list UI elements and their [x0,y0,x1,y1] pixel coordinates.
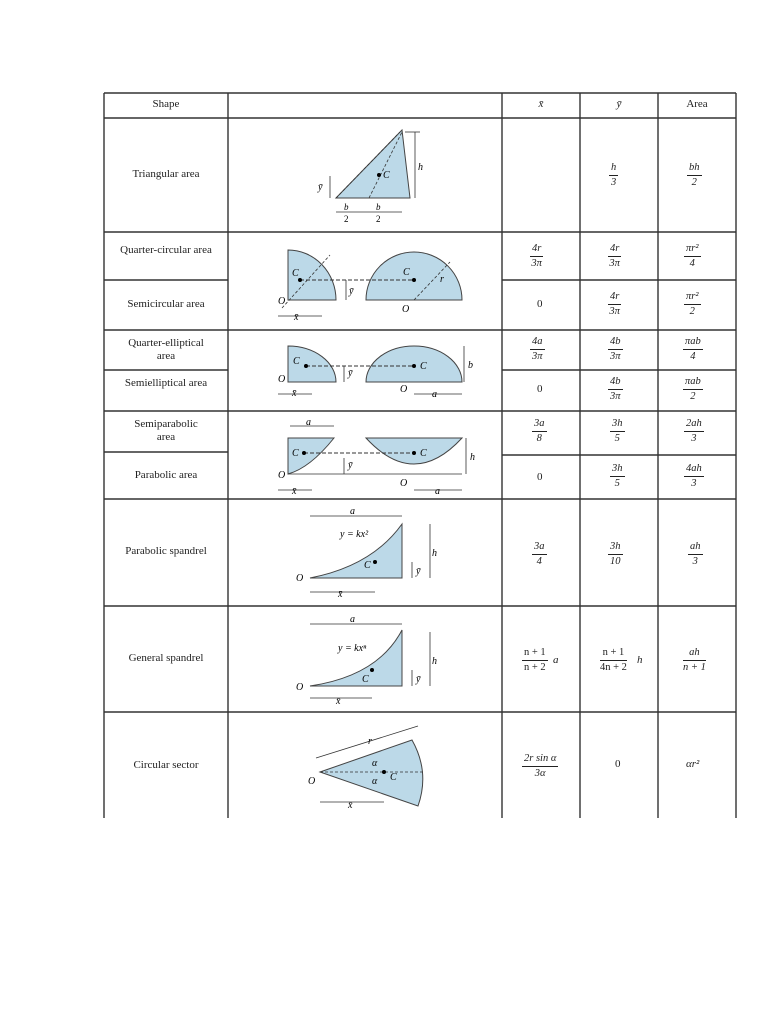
xbar-formula: 3a 8 [534,418,545,444]
xbar-suffix: a [553,654,559,666]
svg-text:C: C [403,267,410,278]
svg-text:x̄: x̄ [338,589,343,600]
xbar-value: 0 [537,383,543,395]
header-area: Area [686,98,708,110]
area-formula: ah n + 1 [683,647,706,673]
ybar-formula: n + 1 4n + 2 [600,647,627,673]
svg-text:b: b [376,202,381,212]
xbar-formula: n + 1 n + 2 [524,647,546,673]
ybar-formula: 4b 3π [609,336,621,362]
ybar-formula: 4r 3π [609,291,620,317]
parabolic-figures [278,417,475,497]
general-spandrel-figure [296,614,437,707]
shape-name: Semielliptical area [124,377,208,389]
svg-text:O: O [400,478,408,489]
ybar-value: 0 [615,758,621,770]
shape-name: Quarter-elliptical area [128,337,204,362]
xbar-formula: 4a 3π [531,336,543,362]
svg-text:C: C [390,772,397,783]
circular-sector-figure [308,726,424,811]
area-formula: ah 3 [690,541,701,567]
shape-name: Triangular area [132,168,200,180]
svg-text:y = kxⁿ: y = kxⁿ [338,643,367,654]
svg-text:a: a [306,417,311,428]
svg-text:a: a [432,389,437,400]
svg-text:O: O [308,776,316,787]
svg-text:C: C [293,356,300,367]
svg-text:C: C [420,448,427,459]
svg-text:x̄: x̄ [294,312,299,323]
svg-text:a: a [435,486,440,497]
svg-text:r: r [368,736,372,747]
ybar-formula: 4r 3π [609,243,620,269]
shape-name: Quarter-circular area [120,244,212,256]
svg-text:a: a [350,614,355,625]
centroid-label: C [383,170,390,181]
svg-text:α: α [372,776,378,787]
parabolic-spandrel-figure [296,506,437,600]
svg-text:ȳ: ȳ [318,182,323,193]
svg-text:ȳ: ȳ [416,674,421,685]
ybar-formula: 4b 3π [609,376,621,402]
svg-text:α: α [372,758,378,769]
svg-text:C: C [362,674,369,685]
svg-text:C: C [364,560,371,571]
circular-figures [278,250,462,323]
area-formula: πr² 2 [686,291,699,317]
svg-text:2: 2 [376,214,381,224]
ybar-suffix: h [637,654,643,666]
svg-text:x̄: x̄ [292,388,297,399]
ybar-formula: 3h 5 [612,418,623,444]
header-xbar: x̄ [538,98,544,110]
shape-name: Parabolic area [134,469,198,481]
svg-text:O: O [278,374,286,385]
svg-text:O: O [296,573,304,584]
header-ybar: ȳ [616,98,622,110]
area-formula: πab 2 [685,376,701,402]
svg-text:x̄: x̄ [348,800,353,811]
svg-text:O: O [296,682,304,693]
shape-name: Semicircular area [127,298,205,310]
ybar-formula: h 3 [611,162,617,188]
xbar-formula: 3a 4 [534,541,545,567]
area-value: αr² [686,758,700,770]
area-formula: 2ah 3 [686,418,702,444]
xbar-value: 0 [537,298,543,310]
svg-text:h: h [432,656,437,667]
svg-text:h: h [470,452,475,463]
triangle-figure [317,130,423,224]
svg-text:ȳ: ȳ [348,460,353,471]
svg-text:h: h [418,162,423,173]
svg-text:b: b [468,360,473,371]
xbar-formula: 2r sin α 3α [524,753,557,779]
shape-name: Parabolic spandrel [125,545,207,557]
svg-text:ȳ: ȳ [416,566,421,577]
shape-name: General spandrel [128,652,204,664]
svg-text:x̄: x̄ [336,696,341,707]
shape-name: Semiparabolic area [134,418,198,443]
xbar-formula: 4r 3π [531,243,542,269]
svg-text:ȳ: ȳ [349,286,354,297]
svg-text:b: b [344,202,349,212]
svg-text:x̄: x̄ [292,486,297,497]
area-formula: 4ah 3 [686,463,702,489]
ybar-formula: 3h 5 [612,463,623,489]
area-formula: bh 2 [689,162,700,188]
svg-text:ȳ: ȳ [348,368,353,379]
elliptical-figures [278,346,473,400]
shape-name: Circular sector [133,759,199,771]
svg-text:O: O [402,304,410,315]
svg-text:r: r [440,274,444,285]
svg-text:O: O [278,470,286,481]
header-shape: Shape [152,98,180,110]
svg-text:y = kx²: y = kx² [340,529,369,540]
svg-text:h: h [432,548,437,559]
svg-text:O: O [400,384,408,395]
svg-text:C: C [420,361,427,372]
ybar-formula: 3h 10 [610,541,621,567]
svg-text:a: a [350,506,355,517]
area-formula: πab 4 [685,336,701,362]
svg-text:2: 2 [344,214,349,224]
xbar-value: 0 [537,471,543,483]
svg-text:C: C [292,268,299,279]
svg-text:C: C [292,448,299,459]
svg-text:O: O [278,296,286,307]
area-formula: πr² 4 [686,243,699,269]
